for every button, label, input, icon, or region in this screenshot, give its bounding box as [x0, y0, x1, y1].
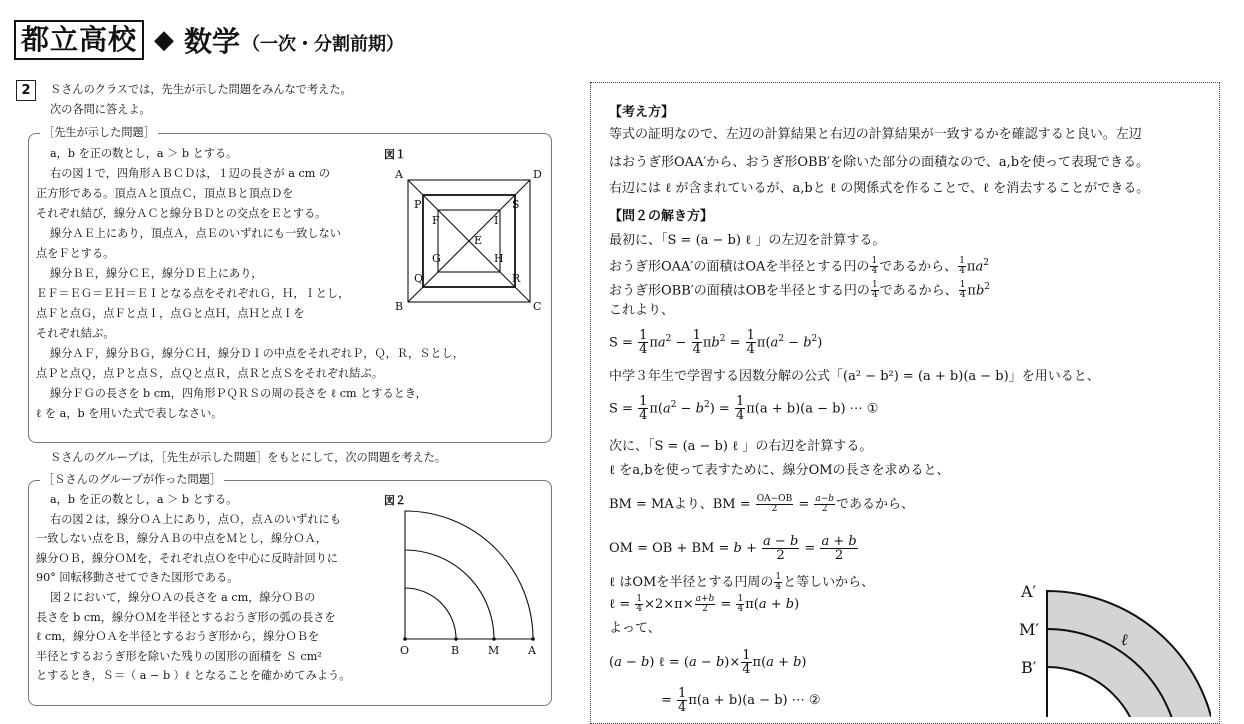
point-b2: B: [451, 644, 460, 657]
point-g: G: [432, 252, 441, 265]
point-m: M: [488, 644, 500, 657]
sector-oa: [405, 511, 533, 639]
equation-om: OM = OB + BM = b + $\frac{a - b}{2}$ = $\frac{a + b}{2}$: [609, 534, 857, 563]
solution-line-3: おうぎ形OBB′の面積はOBを半径とする円の $\frac{1}{4}$ であるから、 $\frac{1}{4}$ $\pi b^2$: [609, 280, 991, 301]
arc-om: [405, 550, 494, 639]
solution-line-6: 次に、「S = (a − b) ℓ 」の右辺を計算する。: [609, 439, 873, 454]
group-problem-text: a，b を正の数とし，a ＞ b とする。 右の図２は，線分ＯＡ上にあり，点Ｏ，点Ａのいずれにも 一致しない点をＢ，線分ＡＢの中点をＭとし，線分ＯＡ， 線分ＯＢ，線分ＯＭを，それぞれ点Ｏを中心に反時計回りに 90° 回転移動させてできた図形である。 図２において，線分ＯＡの長さを a cm，線分ＯＢの 長さを b cm，線分ＯＭを半径とするおうぎ形の弧の長さを ℓ cm，線分ＯＡを半径とするおうぎ形から，線分ＯＢを 半径とするおうぎ形を除いた残りの図形の面積を Ｓ cm² とするとき，Ｓ＝（ a − b ）ℓ となることを確かめてみよう。: [36, 493, 351, 683]
point-o: O: [400, 644, 410, 657]
solution-line-8: ℓ はOMを半径とする円周の $\frac{1}{4}$ と等しいから、: [609, 572, 875, 592]
point-p: P: [414, 198, 422, 211]
label-a-prime: A′: [1021, 582, 1037, 601]
teacher-problem-title: ［先生が示した問題］: [40, 125, 158, 141]
solution-line-4: これより、: [609, 303, 675, 318]
point-b: B: [395, 300, 404, 313]
label-b-prime: B′: [1021, 658, 1037, 677]
solution-line-9: よって、: [609, 621, 661, 636]
group-problem-title: ［Ｓさんのグループが作った問題］: [40, 472, 224, 488]
approach-line-3: 右辺には ℓ が含まれているが、a,bと ℓ の関係式を作ることで、ℓ を消去することができる。: [609, 181, 1150, 196]
solution-line-1: 最初に、「S = (a − b) ℓ 」の左辺を計算する。: [609, 233, 886, 248]
equation-1: S = $\frac{1}{4}$ $\pi(a^2 - b^2)$ = $\frac{1}{4}$ π(a + b)(a − b) ⋯ ①: [609, 394, 879, 424]
question-number: 2: [16, 80, 36, 101]
figure-1-label: 図１: [384, 148, 406, 161]
figure-1-square: [392, 164, 548, 314]
point-h: H: [494, 252, 504, 265]
point-d: D: [533, 168, 542, 181]
point-a: A: [395, 168, 403, 181]
heading-solution: 【問２の解き方】: [609, 209, 714, 224]
page-header: [14, 20, 404, 60]
equation-ell: ℓ = $\frac{1}{4}$ ×2×π× $\frac{a+b}{2}$ = $\frac{1}{4}$ π(a + b): [609, 594, 800, 614]
bridge-text: Ｓさんのグループは，［先生が示した問題］をもとにして，次の問題を考えた。: [50, 451, 447, 464]
equation-right-side: (a − b) ℓ = (a − b)× $\frac{1}{4}$ π(a + b): [609, 648, 807, 677]
figure-annulus: [1011, 577, 1211, 717]
arc-ob: [405, 588, 456, 639]
point-r: R: [512, 272, 521, 285]
question-intro: Ｓさんのクラスでは，先生が示した問題をみんなで考えた。 次の各問に答えよ。: [50, 83, 352, 116]
subject-title: 数学: [184, 25, 241, 58]
teacher-problem-text: a，b を正の数とし，a ＞ b とする。 右の図１で，四角形ＡＢＣＤは，１辺の長さが a cm の 正方形である。頂点Ａと頂点Ｃ，頂点Ｂと頂点Ｄを それぞれ結び，線分ＡＣと線分ＢＤとの交点をＥとする。 線分ＡＥ上にあり，頂点Ａ，点Ｅのいずれにも一致しない 点をＦとする。 線分ＢＥ，線分ＣＥ，線分ＤＥ上にあり， ＥＦ＝ＥＧ＝ＥＨ＝ＥＩとなる点をそれぞれＧ，Ｈ，Ｉとし， 点Ｆと点Ｇ，点Ｆと点Ｉ，点Ｇと点Ｈ，点Ｈと点Ｉを それぞれ結ぶ。 線分ＡＦ，線分ＢＧ，線分ＣＨ，線分ＤＩの中点をそれぞれＰ，Ｑ，Ｒ，Ｓとし， 点Ｐと点Ｑ，点Ｐと点Ｓ，点Ｑと点Ｒ，点Ｒと点Ｓをそれぞれ結ぶ。 線分ＦＧの長さを b cm，四角形ＰＱＲＳの周の長さを ℓ cm とするとき， ℓ を a，b を用いた式で表しなさい。: [36, 147, 464, 420]
label-m-prime: M′: [1019, 620, 1040, 639]
diamond-icon: ◆: [154, 25, 175, 55]
equation-2: = $\frac{1}{4}$ π(a + b)(a − b) ⋯ ②: [661, 686, 821, 715]
equation-bm: BM = MAより、BM = $\frac{OA-OB}{2}$ = $\frac{a-b}{2}$ であるから、: [609, 494, 915, 514]
solution-panel: [590, 82, 1220, 724]
label-ell: ℓ: [1121, 630, 1128, 649]
point-f: F: [432, 214, 440, 227]
approach-line-2: はおうぎ形OAA′から、おうぎ形OBB′を除いた部分の面積なので、a,bを使って表現できる。: [609, 155, 1150, 170]
point-i: I: [494, 214, 499, 227]
figure-2-sectors: [392, 508, 548, 660]
figure-2-label: 図２: [384, 494, 406, 507]
solution-line-2: おうぎ形OAA′の面積はOAを半径とする円の $\frac{1}{4}$ であるから、 $\frac{1}{4}$ $\pi a^2$: [609, 256, 989, 277]
solution-line-7: ℓ をa,bを使って表すために、線分OMの長さを求めると、: [609, 463, 950, 478]
point-s: S: [512, 198, 520, 211]
solution-line-5: 中学３年生で学習する因数分解の公式「(a² − b²) = (a + b)(a − b)」を用いると、: [609, 369, 1100, 384]
equation-s: S = $\frac{1}{4}$ $\pi a^2$ − $\frac{1}{4}$ $\pi b^2$ = $\frac{1}{4}$ $\pi(a^2 - b^2)$: [609, 328, 823, 358]
approach-line-1: 等式の証明なので、左辺の計算結果と右辺の計算結果が一致するかを確認すると良い。左辺: [609, 127, 1142, 142]
heading-approach: 【考え方】: [609, 105, 675, 120]
point-c: C: [533, 300, 542, 313]
point-a2: A: [528, 644, 536, 657]
point-e: E: [474, 234, 483, 247]
school-label: 都立高校: [14, 20, 144, 60]
session-label: （一次・分割前期）: [242, 34, 405, 55]
point-q: Q: [414, 272, 424, 285]
